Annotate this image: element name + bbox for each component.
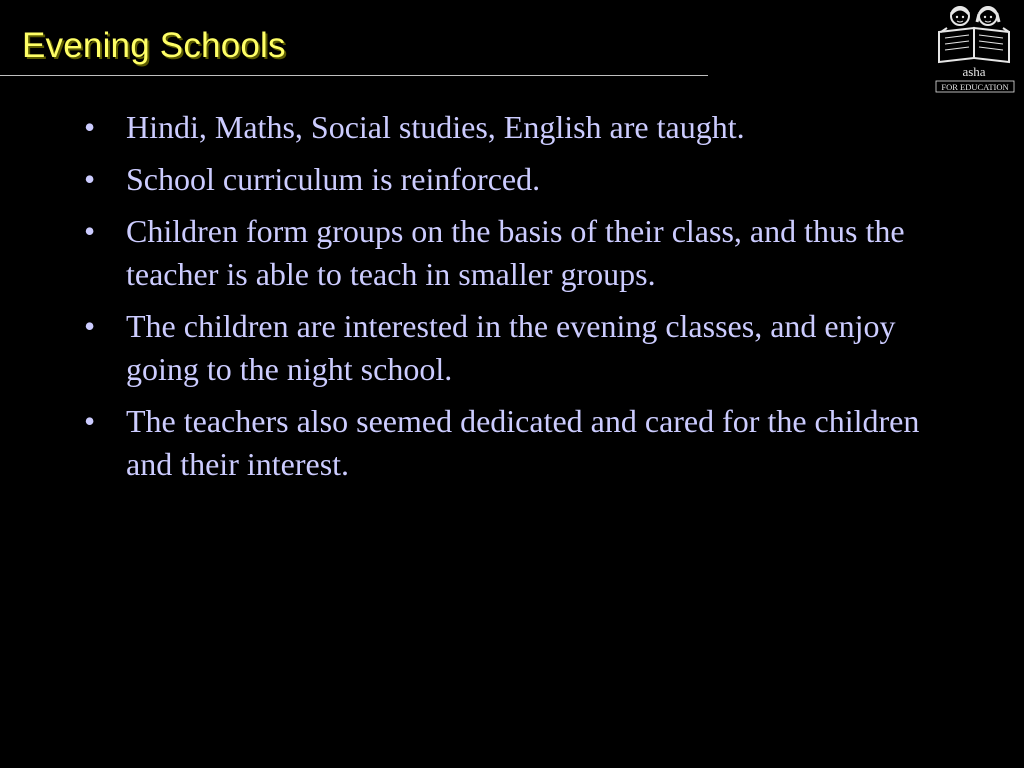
bullet-text: Hindi, Maths, Social studies, English are taught. xyxy=(126,109,745,145)
bullet-item xyxy=(84,400,944,486)
slide-title: Evening Schools xyxy=(22,26,286,65)
bullet-text: The teachers also seemed dedicated and cared for the children and their interest. xyxy=(126,403,920,482)
title-underline xyxy=(0,75,708,76)
bullet-marker: • xyxy=(84,308,96,344)
bullet-marker: • xyxy=(84,213,96,249)
asha-logo xyxy=(933,2,1017,94)
children-reading-book-icon xyxy=(933,2,1017,94)
bullet-item xyxy=(84,305,944,391)
bullet-marker: • xyxy=(84,161,96,197)
bullet-marker: • xyxy=(84,109,96,145)
bullet-text: The children are interested in the evening classes, and enjoy going to the night school. xyxy=(126,308,896,387)
bullet-text: Children form groups on the basis of their class, and thus the teacher is able to teach in smaller groups. xyxy=(126,213,905,292)
bullet-list xyxy=(84,106,944,495)
logo-name: asha xyxy=(962,64,986,79)
bullet-marker: • xyxy=(84,403,96,439)
logo-tagline: FOR EDUCATION xyxy=(941,82,1009,92)
bullet-item xyxy=(84,158,944,201)
bullet-item xyxy=(84,106,944,149)
bullet-item xyxy=(84,210,944,296)
bullet-text: School curriculum is reinforced. xyxy=(126,161,541,197)
